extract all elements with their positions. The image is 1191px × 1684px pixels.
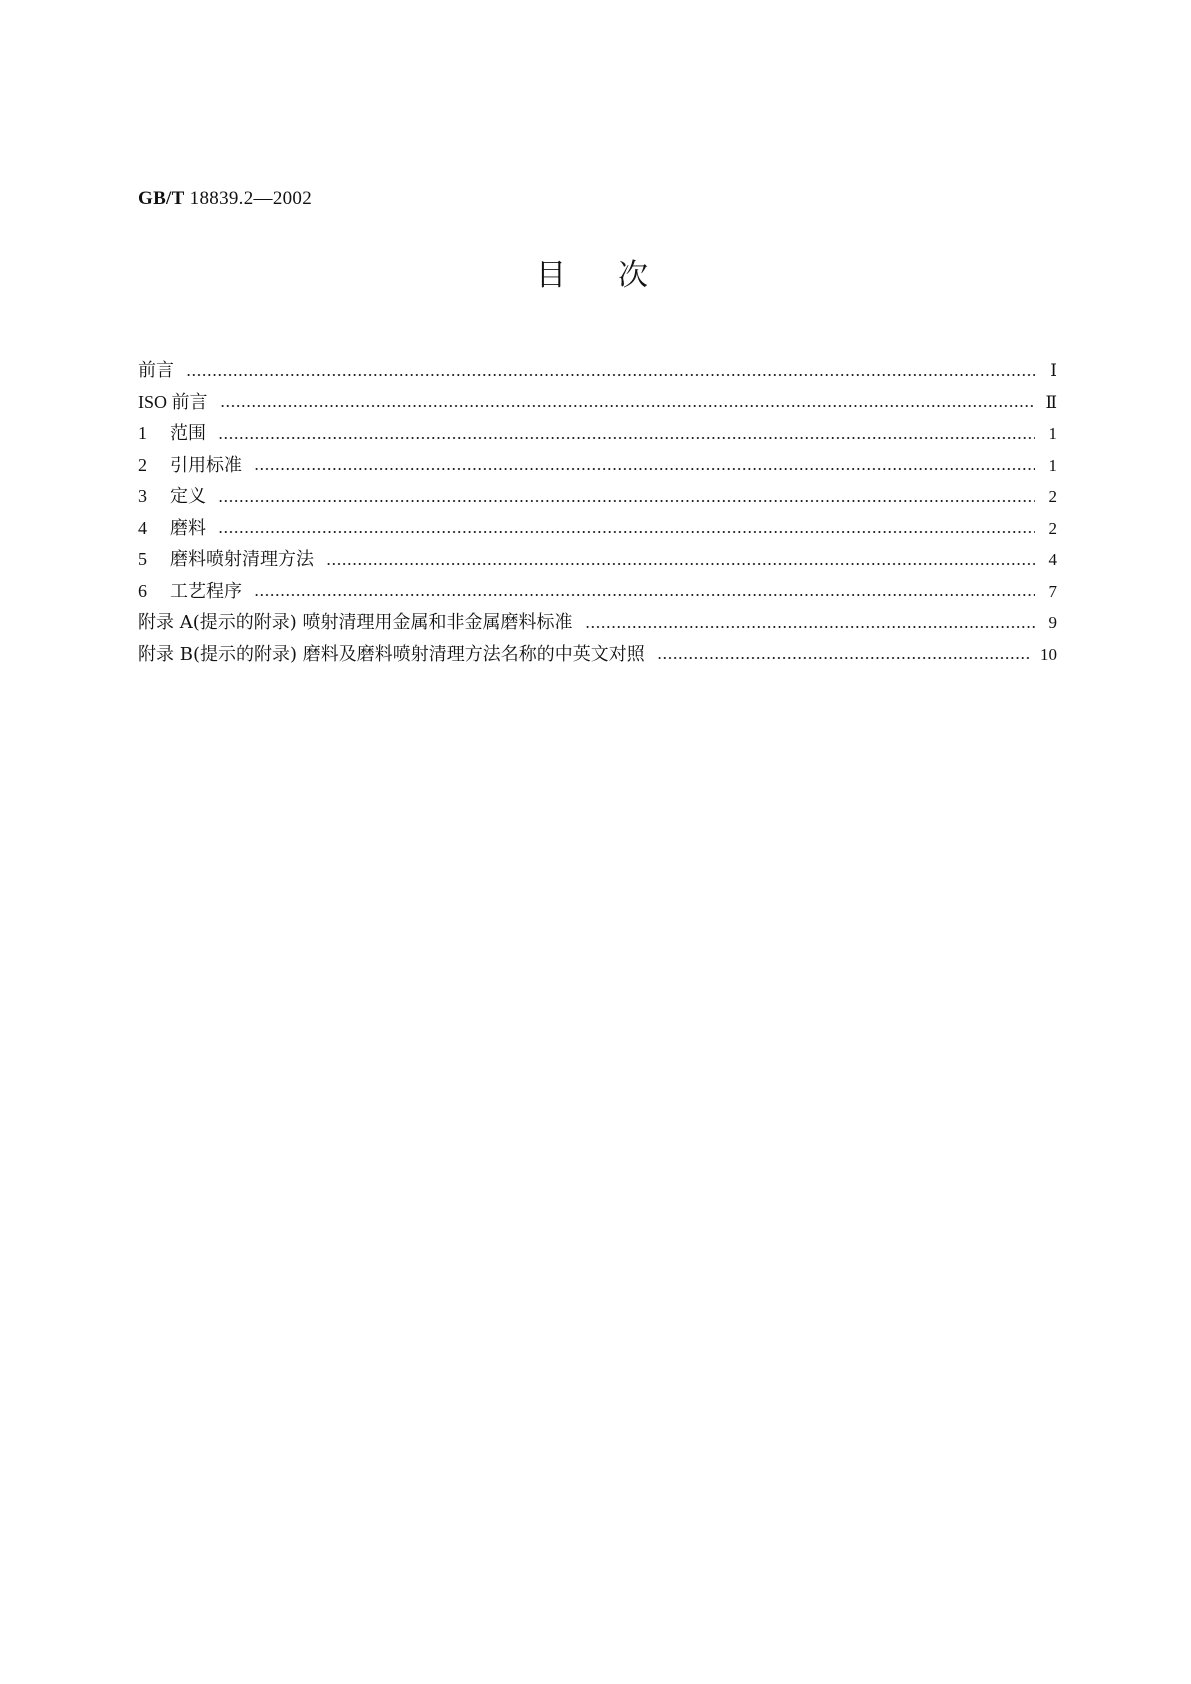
toc-entry-label: 磨料喷射清理方法 — [170, 549, 314, 570]
dot-leader — [218, 437, 1035, 439]
toc-entry-page: 1 — [1048, 424, 1057, 443]
dot-leader — [585, 626, 1036, 628]
dot-leader — [218, 531, 1035, 533]
toc-entry-procedure[interactable] — [138, 576, 1057, 608]
toc-entry-page: 2 — [1048, 518, 1057, 538]
toc-entry-label: 工艺程序 — [170, 580, 242, 602]
toc-entry-label: 磨料 — [170, 517, 206, 539]
toc-entry-definitions[interactable] — [138, 481, 1057, 513]
toc-entry-abrasives[interactable] — [138, 513, 1057, 545]
toc-entry-label: 附录 B(提示的附录) 磨料及磨料喷射清理方法名称的中英文对照 — [138, 643, 645, 665]
toc-entry-page: Ⅱ — [1045, 392, 1057, 412]
toc-entry-page: 1 — [1048, 455, 1057, 475]
toc-entry-label: 前言 — [138, 360, 174, 381]
standard-code: 18839.2—2002 — [189, 188, 313, 209]
toc-entry-label: 范围 — [170, 423, 206, 444]
dot-leader — [657, 657, 1030, 659]
standard-number — [138, 188, 312, 210]
toc-entry-page: 10 — [1040, 644, 1057, 664]
toc-entry-annex-a[interactable] — [138, 607, 1057, 639]
toc-entry-number: 5 — [138, 549, 147, 569]
toc-entry-scope[interactable] — [138, 418, 1057, 450]
table-of-contents — [138, 355, 1057, 670]
toc-entry-page: 9 — [1048, 613, 1057, 632]
toc-entry-label: 定义 — [170, 486, 206, 507]
toc-entry-label: 引用标准 — [170, 454, 242, 476]
toc-entry-normative-references[interactable] — [138, 450, 1057, 482]
toc-entry-number: 6 — [138, 580, 147, 601]
toc-entry-page: 7 — [1048, 581, 1057, 601]
dot-leader — [326, 563, 1035, 565]
toc-entry-foreword[interactable] — [138, 355, 1057, 387]
toc-entry-number: 4 — [138, 517, 147, 538]
dot-leader — [186, 374, 1035, 376]
dot-leader — [254, 594, 1035, 596]
toc-entry-page: Ⅰ — [1050, 361, 1057, 380]
toc-entry-blast-cleaning-methods[interactable] — [138, 544, 1057, 576]
toc-entry-number: 1 — [138, 423, 147, 443]
toc-title: 目次 — [536, 258, 700, 293]
toc-entry-number: 2 — [138, 454, 147, 475]
toc-entry-label: ISO 前言 — [138, 391, 208, 412]
standard-prefix: GB/T — [138, 188, 185, 209]
toc-entry-annex-b[interactable] — [138, 639, 1057, 671]
toc-entry-page: 2 — [1048, 487, 1057, 506]
dot-leader — [218, 500, 1035, 502]
toc-entry-iso-foreword[interactable] — [138, 387, 1057, 419]
dot-leader — [220, 405, 1035, 407]
toc-entry-label: 附录 A(提示的附录) 喷射清理用金属和非金属磨料标准 — [138, 612, 573, 633]
toc-entry-page: 4 — [1048, 550, 1057, 569]
dot-leader — [254, 468, 1035, 470]
toc-entry-number: 3 — [138, 486, 147, 506]
